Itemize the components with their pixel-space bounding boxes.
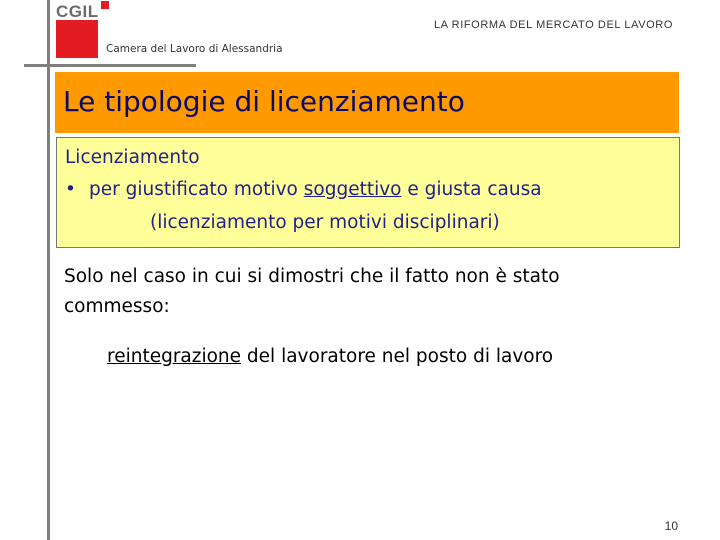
decorative-vertical-line	[47, 0, 50, 540]
decorative-horizontal-line	[24, 64, 196, 67]
slide-title: Le tipologie di licenziamento	[63, 85, 465, 118]
outcome-line	[107, 346, 553, 367]
box-heading: Licenziamento	[65, 147, 200, 168]
cgil-logo	[56, 1, 109, 22]
cgil-logo-block	[56, 20, 98, 58]
body-paragraph: Solo nel caso in cui si dimostri che il fatto non è stato commesso:	[64, 266, 560, 317]
page-number: 10	[664, 519, 678, 533]
box-sub-line: (licenziamento per motivi disciplinari)	[150, 212, 500, 233]
cgil-logo-text: CGIL	[56, 2, 99, 21]
outcome-underlined-word: reintegrazione	[107, 346, 242, 367]
logo-square-icon	[101, 1, 109, 9]
box-bullet-line	[65, 179, 542, 200]
title-bar	[55, 72, 679, 133]
highlight-box	[56, 137, 680, 248]
bullet-underlined-word: soggettivo	[303, 179, 402, 200]
bullet-text-end: e giusta causa	[401, 179, 542, 200]
bullet-text-start: per giustificato motivo	[89, 179, 304, 200]
bullet-icon: •	[65, 179, 76, 200]
outcome-text: del lavoratore nel posto di lavoro	[241, 346, 554, 367]
header-title: LA RIFORMA DEL MERCATO DEL LAVORO	[433, 19, 673, 31]
organization-name: Camera del Lavoro di Alessandria	[106, 43, 283, 55]
